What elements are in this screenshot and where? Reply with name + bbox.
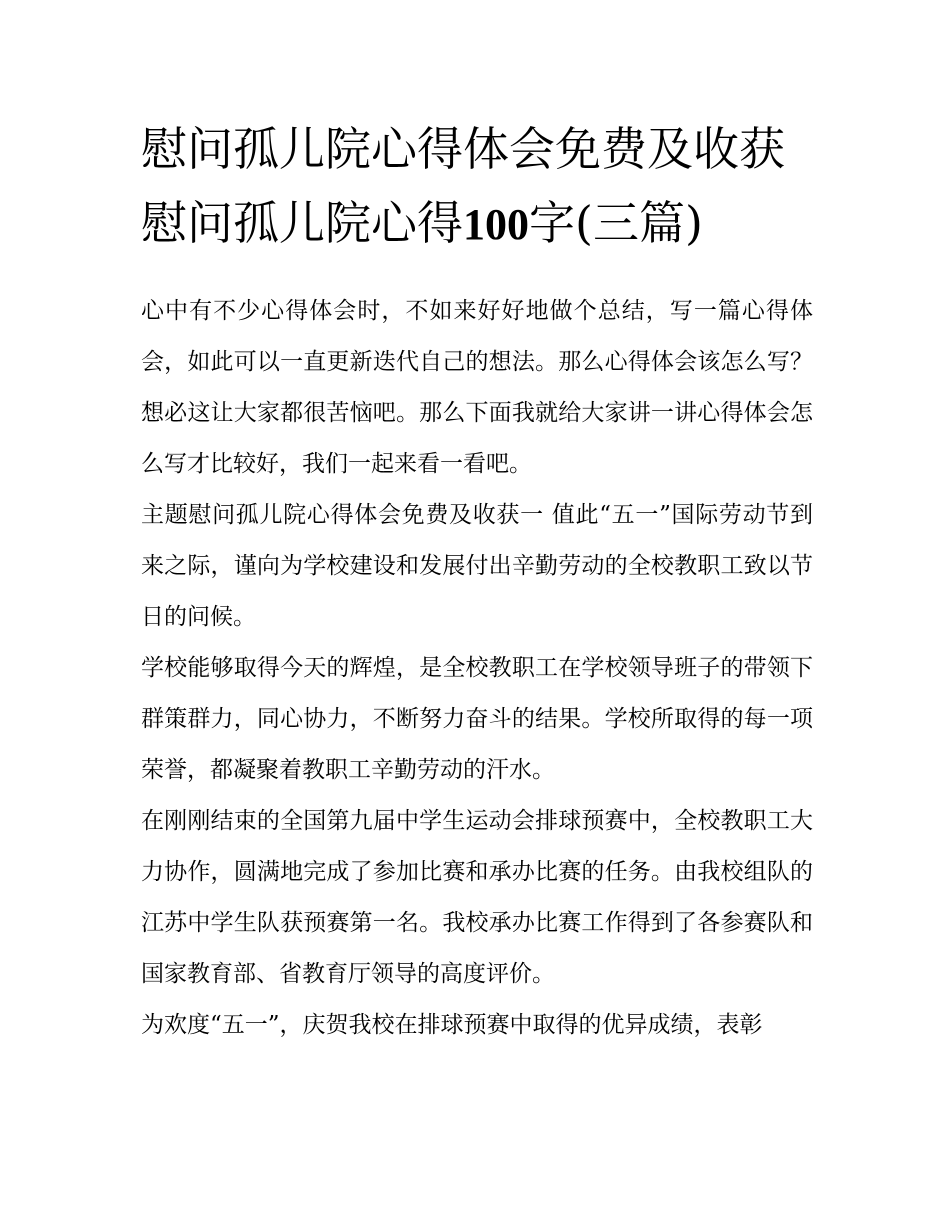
- paragraph-intro: 心中有不少心得体会时，不如来好好地做个总结，写一篇心得体会，如此可以一直更新迭代自己的想法。那么心得体会该怎么写？想必这让大家都很苦恼吧。那么下面我就给大家讲一讲心得体会怎么写才比较好，我们一起来看一看吧。: [141, 298, 813, 477]
- title-number: 100: [463, 200, 529, 249]
- document-body: [141, 286, 813, 1051]
- paragraph-greeting: 主题慰问孤儿院心得体会免费及收获一 值此“五一”国际劳动节到来之际，谨向为学校建设和发展付出辛勤劳动的全校教职工致以节日的问候。: [141, 502, 813, 630]
- paragraph-achievement: 学校能够取得今天的辉煌，是全校教职工在学校领导班子的带领下群策群力，同心协力，不断努力奋斗的结果。学校所取得的每一项荣誉，都凝聚着教职工辛勤劳动的汗水。: [141, 655, 813, 783]
- title-text-part2: 字(三篇): [529, 196, 703, 250]
- document-title: [141, 112, 813, 262]
- paragraph-celebration: 为欢度“五一”，庆贺我校在排球预赛中取得的优异成绩，表彰: [141, 1012, 763, 1038]
- title-text-part1: 慰问孤儿院心得体会免费及收获 慰问孤儿院心得: [141, 122, 785, 250]
- paragraph-volleyball: 在刚刚结束的全国第九届中学生运动会排球预赛中，全校教职工大力协作，圆满地完成了参加比赛和承办比赛的任务。由我校组队的江苏中学生队获预赛第一名。我校承办比赛工作得到了各参赛队和国家教育部、省教育厅领导的高度评价。: [141, 808, 813, 987]
- document-page: [141, 112, 813, 1051]
